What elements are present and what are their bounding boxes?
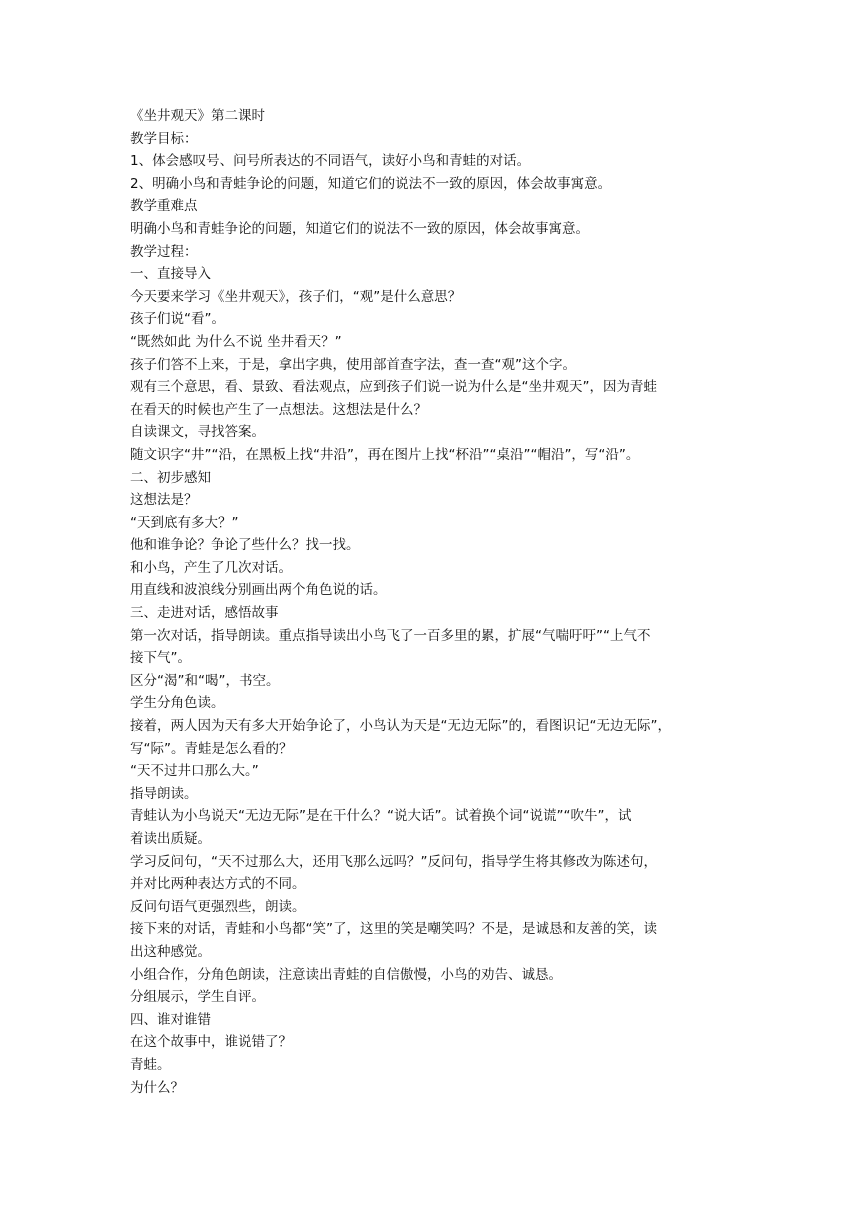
text-line: 这想法是？ bbox=[130, 492, 198, 509]
text-line: 孩子们答不上来，于是，拿出字典，使用部首查字法，查一查“观”这个字。 bbox=[130, 356, 576, 373]
text-line: 明确小鸟和青蛙争论的问题，知道它们的说法不一致的原因，体会故事寓意。 bbox=[130, 220, 589, 237]
text-line: 接下来的对话，青蛙和小鸟都“笑”了，这里的笑是嘲笑吗？不是，是诚恳和友善的笑，读 bbox=[130, 921, 657, 938]
text-line: 2、明确小鸟和青蛙争论的问题，知道它们的说法不一致的原因，体会故事寓意。 bbox=[130, 175, 612, 192]
text-line: “既然如此 为什么不说 坐井看天？” bbox=[130, 333, 342, 350]
text-line: 用直线和波浪线分别画出两个角色说的话。 bbox=[130, 582, 387, 599]
text-line: 为什么？ bbox=[130, 1079, 184, 1096]
text-line: 学生分角色读。 bbox=[130, 695, 225, 712]
text-line: 分组展示，学生自评。 bbox=[130, 989, 265, 1006]
text-line: 教学目标： bbox=[130, 130, 198, 147]
text-line: “天不过井口那么大。” bbox=[130, 763, 259, 780]
text-line: 出这种感觉。 bbox=[130, 943, 211, 960]
text-line: 反问句语气更强烈些，朗读。 bbox=[130, 898, 306, 915]
text-line: 学习反问句，“天不过那么大，还用飞那么远吗？”反问句，指导学生将其修改为陈述句， bbox=[130, 853, 657, 870]
text-line: 1、体会感叹号、问号所表达的不同语气，读好小鸟和青蛙的对话。 bbox=[130, 153, 531, 170]
text-line: 区分“渴”和“喝”，书空。 bbox=[130, 672, 280, 689]
text-line: 在看天的时候也产生了一点想法。这想法是什么？ bbox=[130, 401, 427, 418]
text-line: 他和谁争论？争论了些什么？找一找。 bbox=[130, 537, 360, 554]
text-line: 观有三个意思，看、景致、看法观点，应到孩子们说一说为什么是“坐井观天”，因为青蛙 bbox=[130, 379, 657, 396]
text-line: 孩子们说“看”。 bbox=[130, 311, 225, 328]
text-line: 在这个故事中，谁说错了？ bbox=[130, 1034, 292, 1051]
text-line: 接下气”。 bbox=[130, 650, 191, 667]
text-line: 随文识字“井”“沿，在黑板上找“井沿”，再在图片上找“杯沿”“桌沿”“帽沿”，写“沿”。 bbox=[130, 446, 640, 463]
text-line: “天到底有多大？” bbox=[130, 514, 239, 531]
text-line: 《坐井观天》第二课时 bbox=[130, 108, 265, 124]
text-line: 青蛙。 bbox=[130, 1056, 171, 1073]
text-line: 并对比两种表达方式的不同。 bbox=[130, 876, 306, 893]
text-line: 二、初步感知 bbox=[130, 469, 211, 486]
text-line: 教学重难点 bbox=[130, 198, 198, 215]
text-line: 三、走进对话，感悟故事 bbox=[130, 605, 279, 622]
text-line: 着读出质疑。 bbox=[130, 831, 211, 847]
text-line: 指导朗读。 bbox=[130, 785, 198, 802]
text-line: 教学过程： bbox=[130, 243, 198, 260]
lesson-plan-text bbox=[130, 105, 736, 1099]
text-line: 接着，两人因为天有多大开始争论了，小鸟认为天是“无边无际”的，看图识记“无边无际”， bbox=[130, 718, 671, 735]
text-line: 青蛙认为小鸟说天“无边无际”是在干什么？“说大话”。试着换个词“说谎”“吹牛”，试 bbox=[130, 808, 632, 825]
text-line: 自读课文，寻找答案。 bbox=[130, 424, 265, 441]
text-line: 写“际”。青蛙是怎么看的？ bbox=[130, 740, 293, 757]
text-line: 今天要来学习《坐井观天》，孩子们，“观”是什么意思？ bbox=[130, 288, 462, 305]
text-line: 小组合作，分角色朗读，注意读出青蛙的自信傲慢，小鸟的劝告、诚恳。 bbox=[130, 966, 562, 983]
text-line: 一、直接导入 bbox=[130, 266, 211, 283]
text-line: 第一次对话，指导朗读。重点指导读出小鸟飞了一百多里的累，扩展“气喘吁吁”“上气不 bbox=[130, 627, 651, 644]
text-line: 和小鸟，产生了几次对话。 bbox=[130, 559, 292, 576]
text-line: 四、谁对谁错 bbox=[130, 1011, 211, 1028]
